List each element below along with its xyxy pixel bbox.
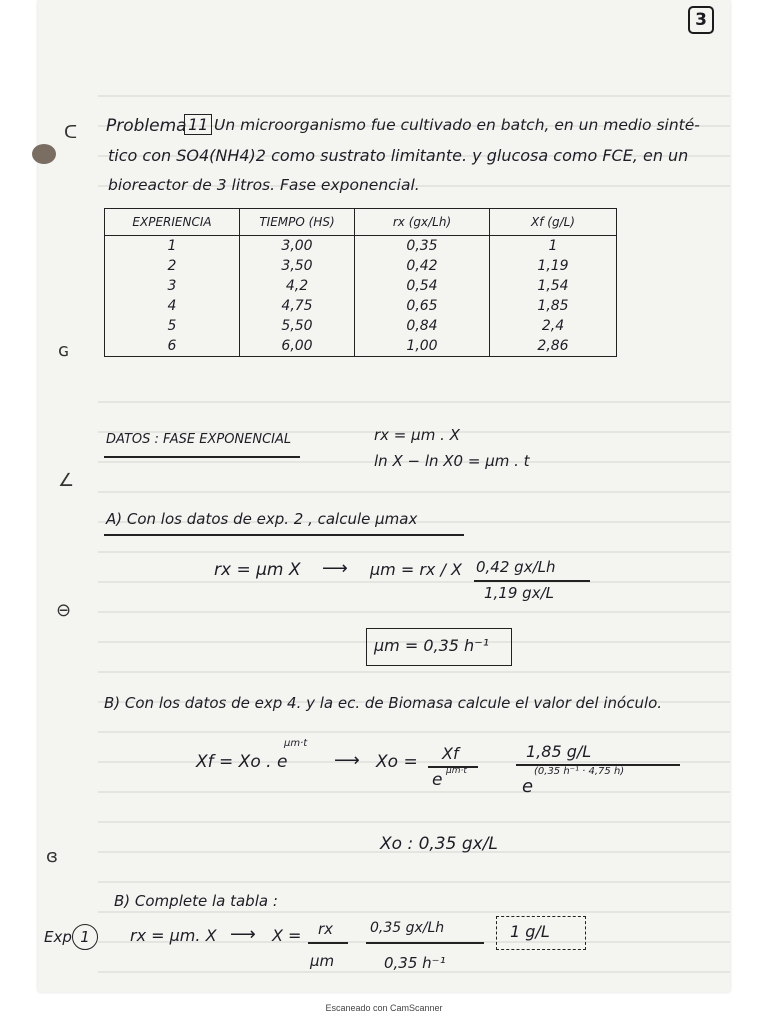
part-c-equation: rx = μm. X [130,926,217,945]
part-c-statement: B) Complete la tabla : [114,892,278,910]
part-b-denominator-exponent: (0,35 h⁻¹ · 4,75 h) [534,766,625,777]
header-tiempo: TIEMPO (HS) [240,209,355,236]
header-rx: rx (gx/Lh) [355,209,490,236]
part-a-lhs: rx = μm X [214,560,301,580]
cell-time: 4,75 [240,296,355,316]
problem-text-line-1: Un microorganismo fue cultivado en batch, en un medio sinté- [214,116,700,134]
part-b-lhs: Xf = Xo . e [196,752,288,772]
fraction-bar [308,942,348,944]
part-b-numerator: 1,85 g/L [526,742,592,761]
cell-rx: 0,35 [355,236,490,257]
cell-xf: 1,19 [490,256,617,276]
part-c-mid-numerator: rx [318,920,334,938]
cell-exp: 2 [105,256,240,276]
problem-text-line-3: bioreactor de 3 litros. Fase exponencial. [108,176,420,194]
part-b-denominator: e [522,776,534,797]
problem-text-line-2: tico con SO4(NH4)2 como sustrato limitante. y glucosa como FCE, en un [108,146,689,165]
cell-time: 3,00 [240,236,355,257]
fraction-bar [474,580,590,582]
part-c-result: 1 g/L [510,922,550,941]
part-b-statement: B) Con los datos de exp 4. y la ec. de Biomasa calcule el valor del inóculo. [104,694,663,712]
part-c-mid-denominator: μm [310,952,335,970]
margin-mark: ɢ [58,340,70,361]
datos-label: DATOS : FASE EXPONENCIAL [106,432,292,447]
cell-time: 5,50 [240,316,355,336]
cell-rx: 1,00 [355,336,490,357]
margin-mark: ᑕ [64,122,78,143]
scanner-footer: Escaneado con CamScanner [325,1003,443,1013]
part-b-lhs-exponent: μm·t [284,738,308,749]
experiment-table [104,208,617,357]
cell-rx: 0,54 [355,276,490,296]
cell-exp: 5 [105,316,240,336]
header-xf: Xf (g/L) [490,209,617,236]
cell-xf: 2,4 [490,316,617,336]
part-a-mid: μm = rx / X [370,560,462,579]
table-row [105,276,617,296]
table-row [105,256,617,276]
arrow-icon: ⟶ [230,924,256,945]
table-row [105,316,617,336]
part-a-numerator: 0,42 gx/Lh [476,558,556,576]
part-c-mid-lhs: X = [272,926,302,945]
arrow-icon: ⟶ [322,558,348,579]
datos-underline [104,456,300,458]
cell-rx: 0,65 [355,296,490,316]
datos-equation-1: rx = μm . X [374,426,460,444]
fraction-bar [366,942,484,944]
margin-mark: ⊖ [56,600,72,621]
datos-equation-2: ln X − ln X0 = μm . t [374,452,530,470]
cell-rx: 0,42 [355,256,490,276]
cell-xf: 1,54 [490,276,617,296]
part-b-mid-denominator: e [432,770,443,790]
margin-mark: ∠ [58,470,75,491]
cell-exp: 3 [105,276,240,296]
part-b-mid-numerator: Xf [442,744,459,763]
exp-number-circle: 1 [72,924,98,950]
header-experiencia: EXPERIENCIA [105,209,240,236]
part-a-result: μm = 0,35 h⁻¹ [374,636,490,655]
part-b-mid-exponent: μm·t [446,766,467,776]
part-c-numerator: 0,35 gx/Lh [370,920,445,936]
cell-time: 3,50 [240,256,355,276]
cell-time: 6,00 [240,336,355,357]
table-row [105,296,617,316]
cell-time: 4,2 [240,276,355,296]
part-c-denominator: 0,35 h⁻¹ [384,954,446,972]
cell-xf: 1,85 [490,296,617,316]
exp-label: Exp [44,928,72,946]
cell-rx: 0,84 [355,316,490,336]
arrow-icon: ⟶ [334,750,360,771]
table-header-row [105,209,617,236]
cell-exp: 6 [105,336,240,357]
cell-exp: 1 [105,236,240,257]
part-a-underline [104,534,464,536]
part-a-denominator: 1,19 gx/L [484,584,554,602]
page-number: 3 [688,6,714,34]
table-row [105,236,617,257]
part-b-mid-lhs: Xo = [376,752,418,772]
part-a-statement: A) Con los datos de exp. 2 , calcule μmax [106,510,418,528]
part-b-result: Xo : 0,35 gx/L [380,834,498,854]
margin-mark: ɞ [46,846,58,867]
cell-xf: 2,86 [490,336,617,357]
table-row [105,336,617,357]
problem-number: 11 [184,114,212,135]
cell-xf: 1 [490,236,617,257]
problem-label: Problema [106,116,187,136]
binder-hole [32,144,56,164]
cell-exp: 4 [105,296,240,316]
